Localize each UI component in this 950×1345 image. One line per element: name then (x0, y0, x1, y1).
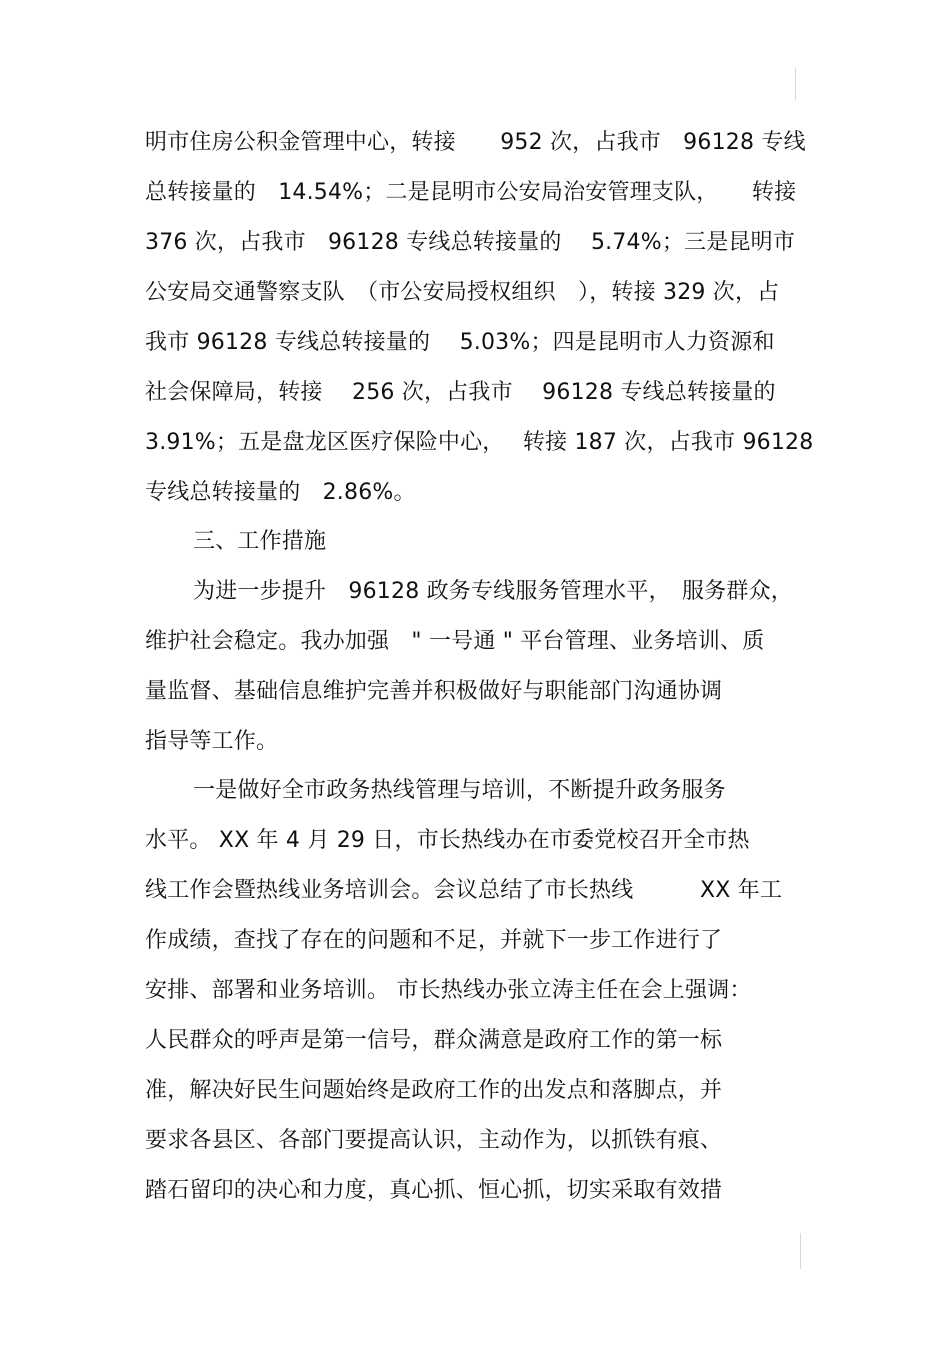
text-line: 量监督、基础信息维护完善并积极做好与职能部门沟通协调 (145, 679, 723, 704)
text-line: 要求各县区、各部门要提高认识，主动作为，以抓铁有痕、 (145, 1128, 723, 1153)
text-line: 明市住房公积金管理中心，转接 952 次，占我市 96128 专线 (145, 130, 806, 155)
text-line: 我市 96128 专线总转接量的 5.03%；四是昆明市人力资源和 (145, 330, 775, 355)
text-line: 水平。 XX 年 4 月 29 日，市长热线办在市委党校召开全市热 (145, 828, 750, 853)
text-line: 为进一步提升 96128 政务专线服务管理水平， 服务群众， (193, 579, 793, 604)
text-line: 线工作会暨热线业务培训会。会议总结了市长热线 XX 年工 (145, 878, 783, 903)
text-line: 指导等工作。 (145, 729, 279, 754)
text-line: 公安局交通警察支队 （市公安局授权组织 ），转接 329 次，占 (145, 280, 780, 305)
text-line: 准，解决好民生问题始终是政府工作的出发点和落脚点，并 (145, 1078, 723, 1103)
text-line: 作成绩，查找了存在的问题和不足，并就下一步工作进行了 (145, 928, 723, 953)
text-line: 3.91%；五是盘龙区医疗保险中心， 转接 187 次，占我市 96128 (145, 430, 814, 455)
text-line: 人民群众的呼声是第一信号，群众满意是政府工作的第一标 (145, 1028, 723, 1053)
text-line: 社会保障局，转接 256 次，占我市 96128 专线总转接量的 (145, 380, 776, 405)
section-heading: 三、工作措施 (193, 529, 327, 554)
text-line: 专线总转接量的 2.86%。 (145, 480, 416, 505)
text-line: 安排、部署和业务培训。 市长热线办张立涛主任在会上强调： (145, 978, 752, 1003)
text-line: 总转接量的 14.54%；二是昆明市公安局治安管理支队， 转接 (145, 180, 797, 205)
text-line: 踏石留印的决心和力度，真心抓、恒心抓，切实采取有效措 (145, 1178, 723, 1203)
text-line: 一是做好全市政务热线管理与培训，不断提升政务服务 (193, 778, 726, 803)
text-line: 维护社会稳定。我办加强 " 一号通 " 平台管理、业务培训、质 (145, 629, 765, 654)
text-line: 376 次，占我市 96128 专线总转接量的 5.74%；三是昆明市 (145, 230, 796, 255)
